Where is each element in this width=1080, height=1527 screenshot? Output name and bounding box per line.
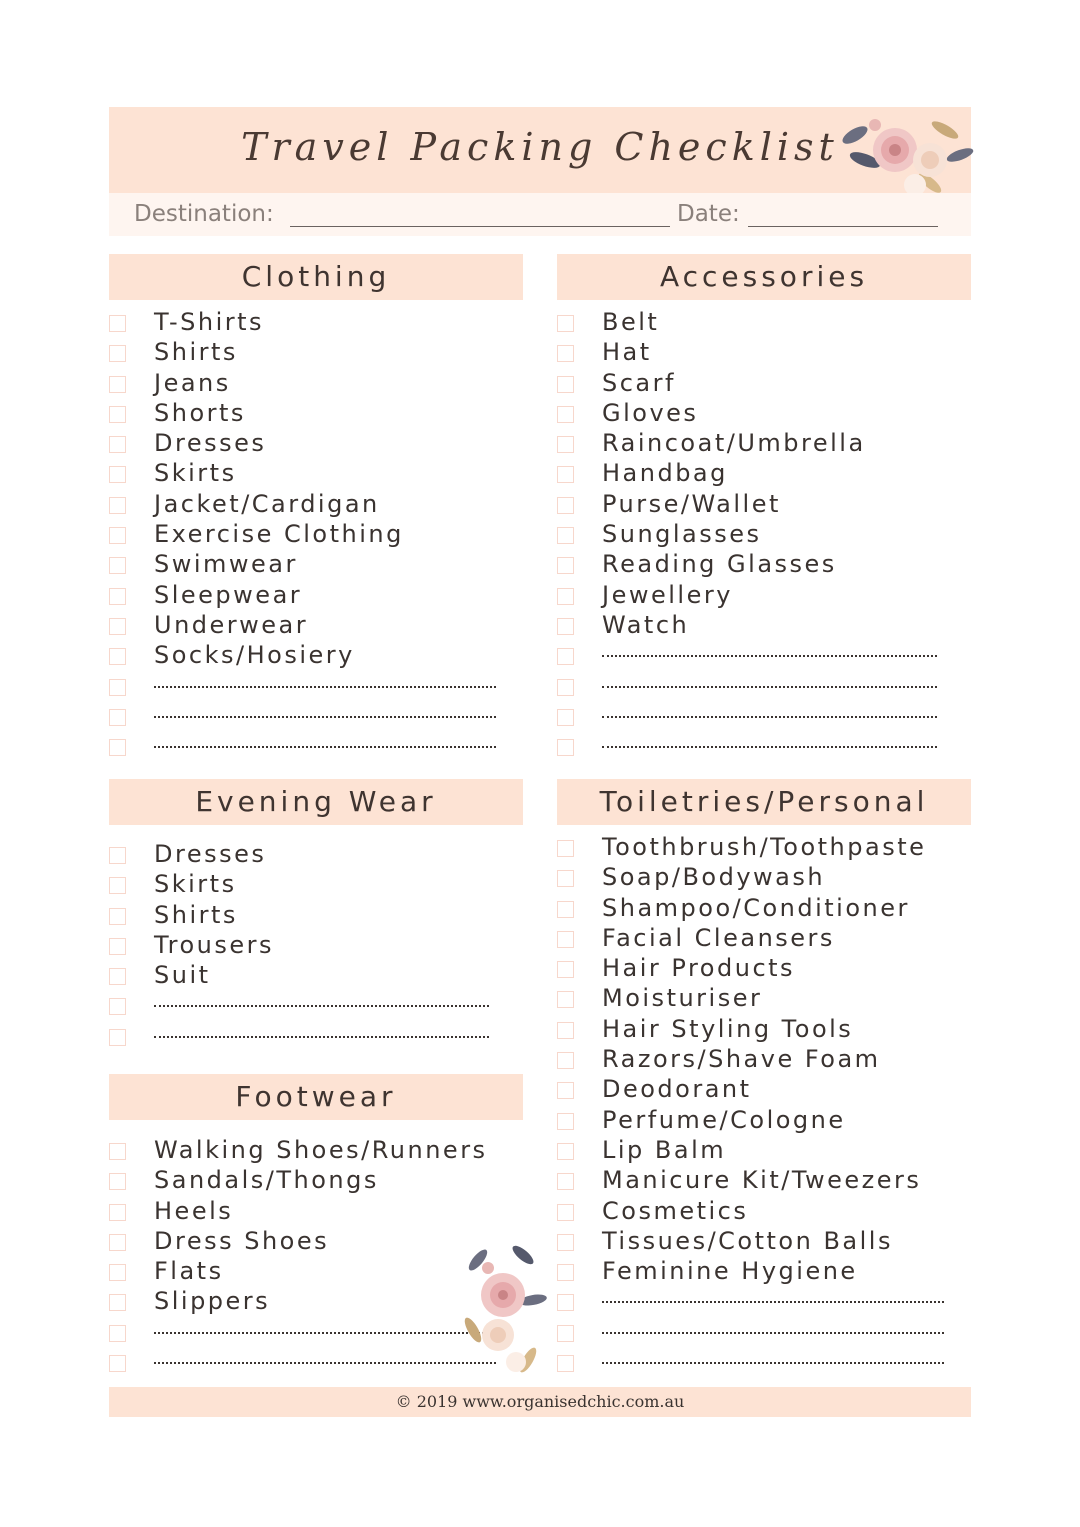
checklist-item bbox=[109, 610, 523, 643]
checklist-item bbox=[557, 1105, 971, 1138]
item-label: Moisturiser bbox=[602, 984, 763, 1013]
checklist-item bbox=[109, 580, 523, 613]
checkbox[interactable] bbox=[109, 648, 126, 665]
checklist-item bbox=[557, 923, 971, 956]
item-label: Skirts bbox=[154, 459, 237, 488]
blank-write-line[interactable] bbox=[602, 1332, 944, 1334]
checkbox[interactable] bbox=[557, 557, 574, 574]
item-label: Sunglasses bbox=[602, 520, 762, 549]
checkbox[interactable] bbox=[557, 466, 574, 483]
checkbox[interactable] bbox=[109, 1143, 126, 1160]
checklist-item bbox=[109, 461, 523, 491]
blank-checklist-item bbox=[109, 1024, 523, 1054]
checkbox[interactable] bbox=[557, 315, 574, 332]
item-label: Exercise Clothing bbox=[154, 520, 404, 549]
checklist-item bbox=[557, 522, 971, 552]
blank-write-line[interactable] bbox=[154, 686, 496, 688]
checklist-item bbox=[109, 368, 523, 401]
item-label: Swimwear bbox=[154, 550, 298, 579]
checkbox[interactable] bbox=[109, 466, 126, 483]
toiletries-heading: Toiletries/Personal bbox=[557, 779, 971, 825]
checkbox[interactable] bbox=[109, 315, 126, 332]
checkbox[interactable] bbox=[557, 345, 574, 362]
item-label: Dresses bbox=[154, 840, 267, 868]
checkbox[interactable] bbox=[109, 1355, 126, 1372]
checkbox[interactable] bbox=[557, 497, 574, 514]
checklist-item bbox=[109, 1168, 523, 1198]
checklist-item bbox=[557, 552, 971, 582]
checklist-item bbox=[109, 489, 523, 522]
checkbox[interactable] bbox=[109, 1294, 126, 1311]
checkbox[interactable] bbox=[109, 1029, 126, 1046]
checkbox[interactable] bbox=[109, 709, 126, 726]
checklist-item bbox=[557, 956, 971, 986]
checklist-item bbox=[557, 1014, 971, 1047]
checklist-item bbox=[109, 930, 523, 963]
checklist-item bbox=[557, 340, 971, 370]
checkbox[interactable] bbox=[557, 527, 574, 544]
toiletries-list bbox=[557, 835, 971, 1380]
footwear-heading: Footwear bbox=[109, 1074, 523, 1120]
blank-checklist-item bbox=[557, 674, 971, 704]
item-label: Jewellery bbox=[602, 580, 733, 609]
checkbox[interactable] bbox=[109, 1234, 126, 1251]
checklist-item bbox=[557, 461, 971, 491]
item-label: Slippers bbox=[154, 1287, 271, 1316]
checkbox[interactable] bbox=[109, 376, 126, 393]
checkbox[interactable] bbox=[557, 1294, 574, 1311]
checklist-item bbox=[557, 865, 971, 895]
checkbox[interactable] bbox=[557, 406, 574, 423]
blank-write-line[interactable] bbox=[154, 1036, 489, 1038]
checkbox[interactable] bbox=[557, 1082, 574, 1099]
item-label: Shorts bbox=[154, 398, 246, 427]
item-label: Hat bbox=[602, 338, 652, 367]
checkbox[interactable] bbox=[109, 406, 126, 423]
checklist-item bbox=[557, 1135, 971, 1168]
date-label: Date: bbox=[677, 201, 740, 227]
checkbox[interactable] bbox=[557, 436, 574, 453]
item-label: Shirts bbox=[154, 338, 238, 367]
accessories-heading: Accessories bbox=[557, 254, 971, 300]
checkbox[interactable] bbox=[109, 1325, 126, 1342]
item-label: Deodorant bbox=[602, 1075, 752, 1104]
checklist-item bbox=[557, 1226, 971, 1259]
checklist-item bbox=[109, 872, 523, 902]
page-title: Travel Packing Checklist bbox=[241, 125, 839, 169]
blank-checklist-item bbox=[557, 1320, 971, 1350]
blank-checklist-item bbox=[557, 704, 971, 734]
item-label: Cosmetics bbox=[602, 1196, 749, 1225]
item-label: Razors/Shave Foam bbox=[602, 1045, 881, 1074]
checkbox[interactable] bbox=[557, 1204, 574, 1221]
checkbox[interactable] bbox=[557, 901, 574, 918]
checkbox[interactable] bbox=[109, 1173, 126, 1190]
item-label: T-Shirts bbox=[154, 308, 265, 336]
item-label: Underwear bbox=[154, 610, 309, 639]
item-label: Perfume/Cologne bbox=[602, 1105, 846, 1134]
checklist-item bbox=[557, 986, 971, 1016]
checklist-item bbox=[557, 368, 971, 401]
blank-write-line[interactable] bbox=[154, 1332, 496, 1334]
checkbox[interactable] bbox=[557, 931, 574, 948]
checkbox[interactable] bbox=[557, 1234, 574, 1251]
checklist-item bbox=[557, 1077, 971, 1107]
checkbox[interactable] bbox=[557, 1113, 574, 1130]
checklist-item bbox=[557, 893, 971, 926]
checkbox[interactable] bbox=[557, 870, 574, 887]
checkbox[interactable] bbox=[109, 527, 126, 544]
item-label: Dresses bbox=[154, 429, 267, 458]
blank-write-line[interactable] bbox=[154, 1362, 496, 1364]
checkbox[interactable] bbox=[109, 1204, 126, 1221]
checklist-item bbox=[109, 900, 523, 933]
blank-checklist-item bbox=[557, 1289, 971, 1319]
blank-write-line[interactable] bbox=[602, 1362, 944, 1364]
checklist-item bbox=[557, 835, 971, 865]
checkbox[interactable] bbox=[557, 1173, 574, 1190]
checklist-item bbox=[109, 522, 523, 552]
item-label: Reading Glasses bbox=[602, 550, 837, 579]
date-field[interactable] bbox=[748, 226, 938, 227]
item-label: Sleepwear bbox=[154, 580, 303, 609]
blank-write-line[interactable] bbox=[602, 655, 937, 657]
item-label: Tissues/Cotton Balls bbox=[602, 1226, 893, 1255]
clothing-heading: Clothing bbox=[109, 254, 523, 300]
checkbox[interactable] bbox=[109, 968, 126, 985]
checklist-item bbox=[109, 643, 523, 673]
destination-field[interactable] bbox=[290, 226, 670, 227]
checkbox[interactable] bbox=[557, 1264, 574, 1281]
evening-wear-list bbox=[109, 842, 523, 1054]
blank-write-line[interactable] bbox=[602, 746, 937, 748]
item-label: Raincoat/Umbrella bbox=[602, 429, 866, 458]
item-label: Shampoo/Conditioner bbox=[602, 893, 910, 922]
checkbox[interactable] bbox=[109, 345, 126, 362]
checkbox[interactable] bbox=[109, 938, 126, 955]
floral-decoration-bottom bbox=[458, 1240, 548, 1385]
checkbox[interactable] bbox=[109, 1264, 126, 1281]
destination-date-bar bbox=[109, 193, 971, 236]
item-label: Manicure Kit/Tweezers bbox=[602, 1166, 922, 1195]
checkbox[interactable] bbox=[557, 588, 574, 605]
checklist-item bbox=[557, 398, 971, 431]
item-label: Suit bbox=[154, 961, 211, 990]
item-label: Walking Shoes/Runners bbox=[154, 1136, 488, 1164]
checkbox[interactable] bbox=[557, 1052, 574, 1069]
blank-write-line[interactable] bbox=[154, 716, 496, 718]
item-label: Sandals/Thongs bbox=[154, 1166, 379, 1195]
checkbox[interactable] bbox=[109, 679, 126, 696]
checkbox[interactable] bbox=[557, 1143, 574, 1160]
checkbox[interactable] bbox=[557, 1325, 574, 1342]
checkbox[interactable] bbox=[557, 1022, 574, 1039]
checkbox[interactable] bbox=[109, 877, 126, 894]
checkbox[interactable] bbox=[557, 1355, 574, 1372]
blank-write-line[interactable] bbox=[154, 1005, 489, 1007]
checkbox[interactable] bbox=[109, 618, 126, 635]
checklist-item bbox=[109, 310, 523, 340]
checkbox[interactable] bbox=[109, 557, 126, 574]
checkbox[interactable] bbox=[109, 436, 126, 453]
checkbox[interactable] bbox=[557, 739, 574, 756]
floral-decoration-top bbox=[835, 105, 980, 205]
checklist-item bbox=[557, 610, 971, 643]
checkbox[interactable] bbox=[109, 998, 126, 1015]
item-label: Hair Products bbox=[602, 954, 796, 983]
item-label: Toothbrush/Toothpaste bbox=[602, 833, 927, 861]
item-label: Socks/Hosiery bbox=[154, 641, 355, 670]
item-label: Scarf bbox=[602, 368, 676, 397]
checkbox[interactable] bbox=[557, 991, 574, 1008]
item-label: Flats bbox=[154, 1257, 224, 1286]
item-label: Watch bbox=[602, 610, 690, 639]
blank-checklist-item bbox=[557, 1350, 971, 1380]
checkbox[interactable] bbox=[109, 497, 126, 514]
item-label: Lip Balm bbox=[602, 1135, 727, 1164]
checklist-item bbox=[557, 431, 971, 461]
item-label: Shirts bbox=[154, 900, 238, 929]
checklist-item bbox=[557, 580, 971, 613]
checklist-item bbox=[109, 552, 523, 582]
blank-write-line[interactable] bbox=[602, 716, 937, 718]
checklist-item bbox=[109, 1138, 523, 1168]
checklist-item bbox=[109, 431, 523, 461]
checklist-item bbox=[109, 1196, 523, 1229]
checkbox[interactable] bbox=[109, 588, 126, 605]
checkbox[interactable] bbox=[557, 840, 574, 857]
item-label: Jacket/Cardigan bbox=[154, 489, 380, 518]
checklist-item bbox=[557, 1047, 971, 1077]
item-label: Gloves bbox=[602, 398, 699, 427]
item-label: Facial Cleansers bbox=[602, 923, 835, 952]
blank-checklist-item bbox=[109, 704, 523, 734]
item-label: Dress Shoes bbox=[154, 1226, 330, 1255]
checklist-item bbox=[557, 1196, 971, 1229]
evening-wear-heading: Evening Wear bbox=[109, 779, 523, 825]
blank-checklist-item bbox=[109, 734, 523, 764]
checklist-item bbox=[557, 1168, 971, 1198]
blank-checklist-item bbox=[557, 643, 971, 673]
blank-write-line[interactable] bbox=[602, 686, 937, 688]
checklist-item bbox=[109, 398, 523, 431]
item-label: Heels bbox=[154, 1196, 234, 1225]
blank-write-line[interactable] bbox=[154, 746, 496, 748]
checkbox[interactable] bbox=[557, 679, 574, 696]
checkbox[interactable] bbox=[557, 648, 574, 665]
clothing-list bbox=[109, 310, 523, 764]
blank-write-line[interactable] bbox=[602, 1301, 944, 1303]
checkbox[interactable] bbox=[557, 709, 574, 726]
item-label: Skirts bbox=[154, 870, 237, 899]
checkbox[interactable] bbox=[109, 908, 126, 925]
item-label: Belt bbox=[602, 308, 660, 336]
item-label: Jeans bbox=[154, 368, 231, 397]
checklist-item bbox=[109, 340, 523, 370]
checkbox[interactable] bbox=[109, 847, 126, 864]
checklist-item bbox=[557, 1259, 971, 1289]
item-label: Handbag bbox=[602, 459, 728, 488]
footer-copyright: © 2019 www.organisedchic.com.au bbox=[109, 1387, 971, 1417]
checkbox[interactable] bbox=[557, 376, 574, 393]
item-label: Trousers bbox=[154, 930, 275, 959]
checkbox[interactable] bbox=[557, 961, 574, 978]
checklist-item bbox=[109, 842, 523, 872]
checklist-item bbox=[557, 489, 971, 522]
accessories-list bbox=[557, 310, 971, 764]
blank-checklist-item bbox=[109, 674, 523, 704]
checklist-item bbox=[109, 963, 523, 993]
item-label: Soap/Bodywash bbox=[602, 863, 826, 892]
item-label: Hair Styling Tools bbox=[602, 1014, 854, 1043]
blank-checklist-item bbox=[109, 993, 523, 1023]
checklist-item bbox=[557, 310, 971, 340]
destination-label: Destination: bbox=[134, 201, 274, 227]
item-label: Feminine Hygiene bbox=[602, 1257, 858, 1286]
checkbox[interactable] bbox=[557, 618, 574, 635]
blank-checklist-item bbox=[557, 734, 971, 764]
item-label: Purse/Wallet bbox=[602, 489, 781, 518]
checkbox[interactable] bbox=[109, 739, 126, 756]
